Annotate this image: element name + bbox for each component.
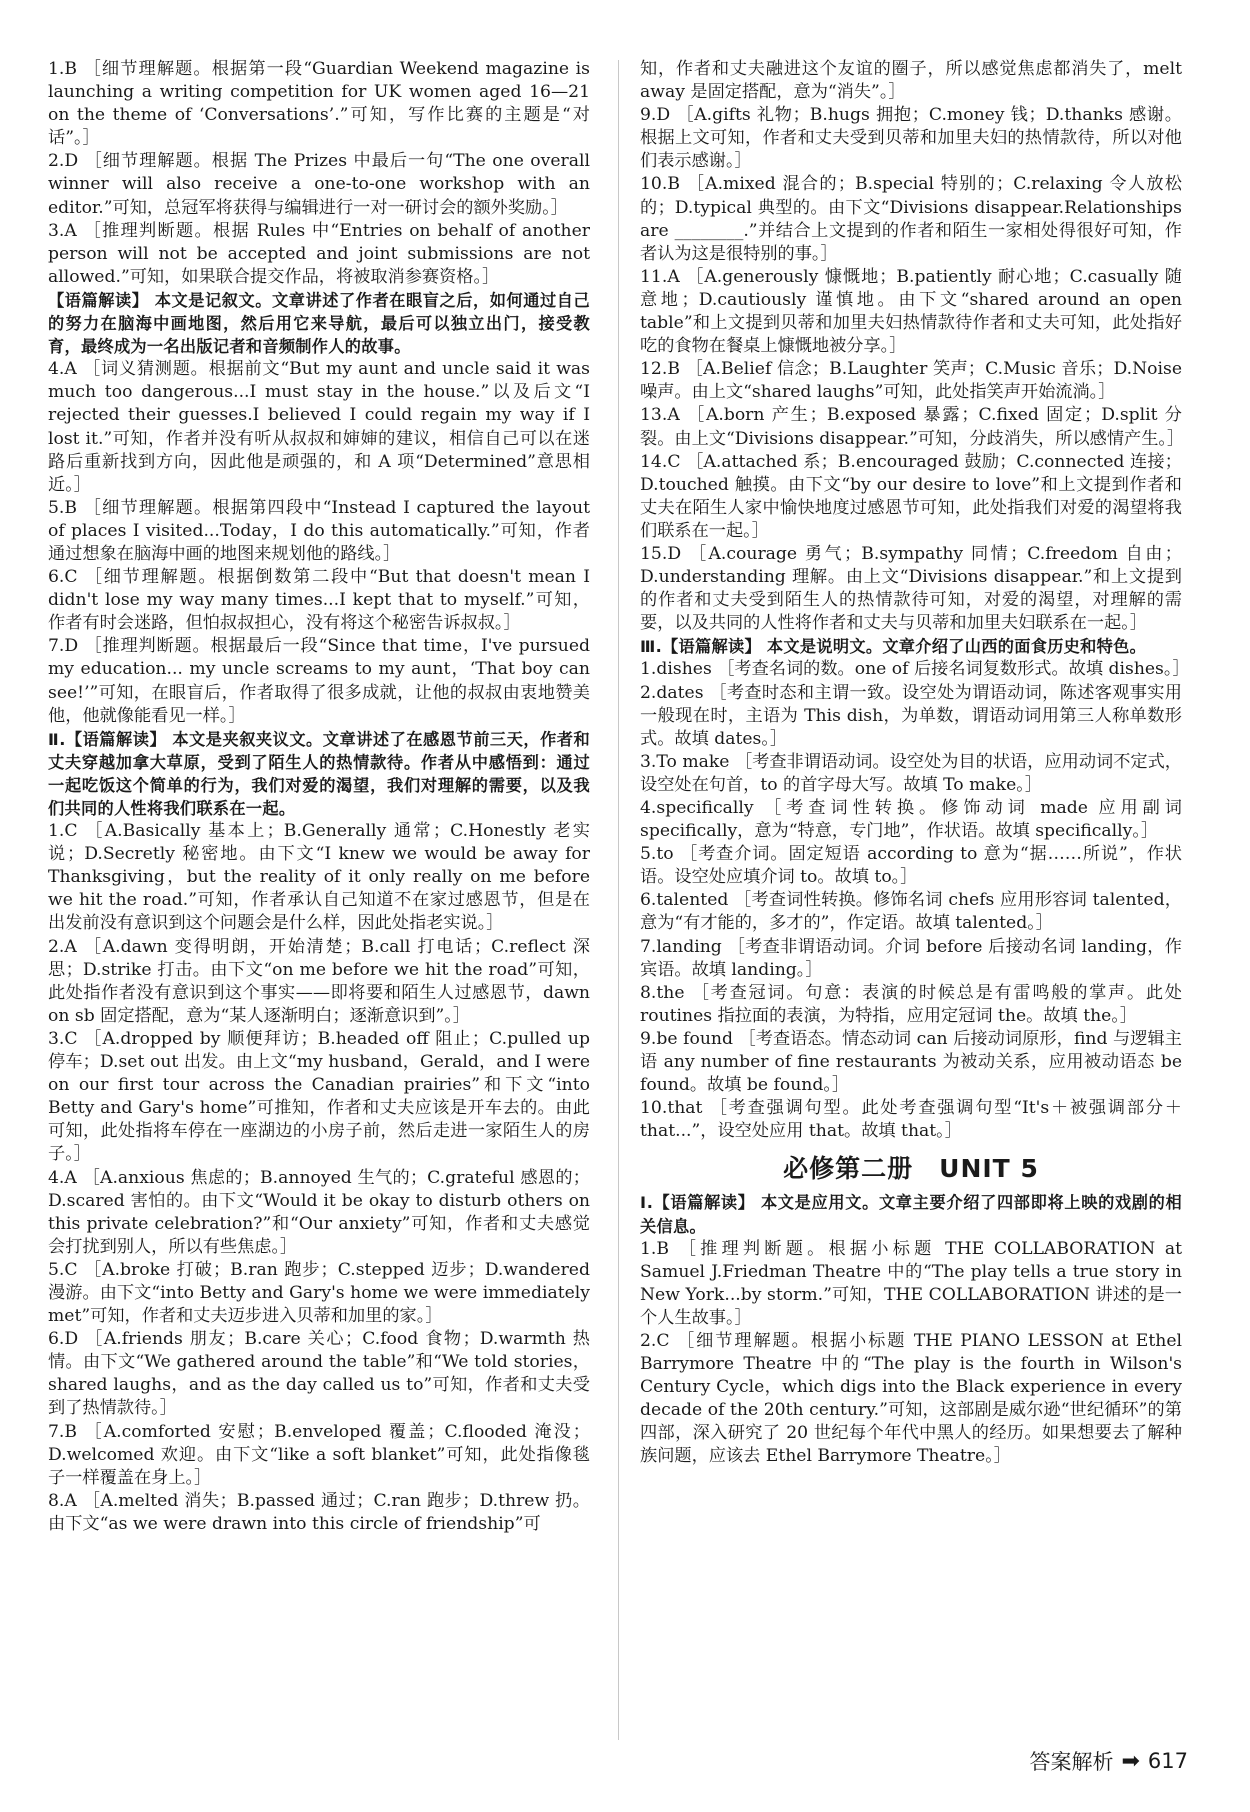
answer-item: 1.B ［细节理解题。根据第一段“Guardian Weekend magazine is launching a writing competition for UK women aged 16—21 on the theme of ‘Conversations’.”可知，写作比赛的主题是“对话”。］ [48,59,590,149]
passage-summary: Ⅰ.【语篇解读】 本文是应用文。文章主要介绍了四部即将上映的戏剧的相关信息。 [640,1193,1182,1236]
answer-item: 6.talented ［考查词性转换。修饰名词 chefs 应用形容词 talented，意为“有才能的，多才的”，作定语。故填 talented。］ [640,890,1182,934]
answer-item: 2.dates ［考查时态和主谓一致。设空处为谓语动词，陈述客观事实用一般现在时，主语为 This dish，为单数，谓语动词用第三人称单数形式。故填 dates。］ [640,682,1182,749]
answer-item: 7.landing ［考查非谓语动词。介词 before 后接动名词 landing，作宾语。故填 landing。］ [640,936,1182,980]
right-column [640,58,1190,1469]
answer-item: 5.C ［A.broke 打破；B.ran 跑步；C.stepped 迈步；D.wandered 漫游。由下文“into Betty and Gary's home we were immediately met”可知，作者和丈夫迈步进入贝蒂和加里的家。］ [48,1259,590,1327]
answer-item: 7.B ［A.comforted 安慰；B.enveloped 覆盖；C.flooded 淹没；D.welcomed 欢迎。由下文“like a soft blanket”可知，此处指像毯子一样覆盖在身上。］ [48,1421,590,1488]
answer-item: 2.A ［A.dawn 变得明朗，开始清楚；B.call 打电话；C.reflect 深思；D.strike 打击。由下文“on me before we hit the road”可知，此处指作者没有意识到这个事实——即将要和陌生人过感恩节，dawn on sb 固定搭配，意为“某人逐渐明白；逐渐意识到”。］ [48,936,590,1026]
answer-item: 3.C ［A.dropped by 顺便拜访；B.headed off 阻止；C.pulled up 停车；D.set out 出发。由上文“my husband，Gerald，and I were on our first tour across the Canadian prairies”和下文“into Betty and Gary's home”可推知，作者和丈夫应该是开车去的。由此可知，此处指将车停在一座湖边的小房子前，然后走进一家陌生人的房子。］ [48,1028,590,1165]
page-footer [1029,1746,1188,1776]
answer-item: 4.A ［词义猜测题。根据前文“But my aunt and uncle said it was much too dangerous...I must stay in the house.”以及后文“I rejected their guesses.I believed I could regain my way if I lost it.”可知，作者并没有听从叔叔和婶婶的建议，相信自己可以在迷路后重新找到方向，因此他是顽强的，和 A 项“Determined”意思相近。］ [48,359,590,495]
answer-item: 10.that ［考查强调句型。此处考查强调句型“It's＋被强调部分＋that...”，设空处应用 that。故填 that。］ [640,1098,1182,1142]
answer-item: 1.dishes ［考查名词的数。one of 后接名词复数形式。故填 dishes。］ [640,659,1190,680]
answer-item: 9.D ［A.gifts 礼物；B.hugs 拥抱；C.money 钱；D.thanks 感谢。根据上文可知，作者和丈夫受到贝蒂和加里夫妇的热情款待，所以对他们表示感谢。］ [640,105,1182,172]
answer-item: 9.be found ［考查语态。情态动词 can 后接动词原形，find 与逻辑主语 any number of fine restaurants 为被动关系，应用被动语态 be found。故填 be found。］ [640,1028,1182,1096]
answer-item: 6.D ［A.friends 朋友；B.care 关心；C.food 食物；D.warmth 热情。由下文“We gathered around the table”和“We told stories，shared laughs，and as the day called us to”可知，作者和丈夫受到了热情款待。］ [48,1329,590,1419]
answer-item: 13.A ［A.born 产生；B.exposed 暴露；C.fixed 固定；D.split 分裂。由上文“Divisions disappear.”可知，分歧消失，所以感情产生。］ [640,405,1185,449]
answer-item: 10.B ［A.mixed 混合的；B.special 特别的；C.relaxing 令人放松的；D.typical 典型的。由下文“Divisions disappear.Relationships are ________.”并结合上文提到的作者和陌生一家相处得很好可知，作者认为这是很特别的事。］ [640,174,1182,264]
answer-item: 15.D ［A.courage 勇气；B.sympathy 同情；C.freedom 自由；D.understanding 理解。由上文“Divisions disappear.”和上文提到的作者和丈夫受到陌生人的热情款待可知，对爱的渴望，对理解的需要，以及共同的人性将作者和丈夫与贝蒂和加里夫妇联系在一起。］ [640,543,1182,634]
answer-item: 2.C ［细节理解题。根据小标题 THE PIANO LESSON at Ethel Barrymore Theatre 中的“The play is the fourth in Wilson's Century Cycle，which digs into the Black experience in every decade of the 20th century.”可知，这部剧是威尔逊“世纪循环”的第四部，深入研究了 20 世纪每个年代中黑人的经历。如果想要去了解种族问题，应该去 Ethel Barrymore Theatre。］ [640,1330,1182,1467]
answer-item: 8.A ［A.melted 消失；B.passed 通过；C.ran 跑步；D.threw 扔。由下文“as we were drawn into this circle of friendship”可 [48,1490,590,1534]
page-number: 617 [1147,1749,1188,1773]
passage-summary: Ⅲ.【语篇解读】 本文是说明文。文章介绍了山西的面食历史和特色。 [640,637,1147,657]
answer-item: 3.To make ［考查非谓语动词。设空处为目的状语，应用动词不定式，设空处在句首，to 的首字母大写。故填 To make。］ [640,751,1182,795]
answer-item: 5.B ［细节理解题。根据第四段中“Instead I captured the layout of places I visited...Today，I do this automatically.”可知，作者通过想象在脑海中画的地图来规划他的路线。］ [48,497,590,564]
answer-item: 12.B ［A.Belief 信念；B.Laughter 笑声；C.Music 音乐；D.Noise 噪声。由上文“shared laughs”可知，此处指笑声开始流淌。］ [640,359,1182,403]
answer-item: 7.D ［推理判断题。根据最后一段“Since that time，I've pursued my education... my uncle screams to my aunt，‘That boy can see!’”可知，在眼盲后，作者取得了很多成就，让他的叔叔由衷地赞美他，他就像能看见一样。］ [48,636,590,726]
column-divider [618,60,619,1740]
answer-item: 6.C ［细节理解题。根据倒数第二段中“But that doesn't mean I didn't lose my way many times...I kept that to myself.”可知，作者有时会迷路，但怕叔叔担心，没有将这个秘密告诉叔叔。］ [48,567,590,634]
answer-continuation: 知，作者和丈夫融进这个友谊的圈子，所以感觉焦虑都消失了，melt away 是固定搭配，意为“消失”。］ [640,59,1182,103]
answer-item: 3.A ［推理判断题。根据 Rules 中“Entries on behalf of another person will not be accepted and joint submissions are not allowed.”可知，如果联合提交作品，将被取消参赛资格。］ [48,220,590,287]
answer-item: 4.specifically ［考查词性转换。修饰动词 made 应用副词 specifically，意为“特意，专门地”，作状语。故填 specifically。］ [640,798,1182,842]
answer-item: 4.A ［A.anxious 焦虑的；B.annoyed 生气的；C.grateful 感恩的；D.scared 害怕的。由下文“Would it be okay to disturb others on this private celebration?”和“Our anxiety”可知，作者和丈夫感觉会打扰到别人，所以有些焦虑。］ [48,1167,590,1257]
answer-item: 11.A ［A.generously 慷慨地；B.patiently 耐心地；C.casually 随意地；D.cautiously 谨慎地。由下文“shared around an open table”和上文提到贝蒂和加里夫妇热情款待作者和丈夫可知，此处指好吃的食物在餐桌上慷慨地被分享。］ [640,266,1182,357]
passage-summary: Ⅱ.【语篇解读】 本文是夹叙夹议文。文章讲述了在感恩节前三天，作者和丈夫穿越加拿大草原，受到了陌生人的热情款待。作者从中感悟到：通过一起吃饭这个简单的行为，我们对爱的渴望，我们对理解的需要，以及我们共同的人性将我们联系在一起。 [48,729,590,818]
answer-item: 1.C ［A.Basically 基本上；B.Generally 通常；C.Honestly 老实说；D.Secretly 秘密地。由下文“I knew we would be away for Thanksgiving，but the reality of it only really on me before we hit the road.”可知，作者承认自己知道不在家过感恩节，但是在出发前没有意识到这个问题会是什么样，因此处指老实说。］ [48,821,590,934]
answer-item: 14.C ［A.attached 系；B.encouraged 鼓励；C.connected 连接；D.touched 触摸。由下文“by our desire to love”和上文提到作者和丈夫在陌生人家中愉快地度过感恩节可知，此处指我们对爱的渴望将我们联系在一起。］ [640,451,1182,541]
answer-item: 1.B ［推理判断题。根据小标题 THE COLLABORATION at Samuel J.Friedman Theatre 中的“The play tells a true story in New York...by storm.”可知，THE COLLABORATION 讲述的是一个人生故事。］ [640,1238,1182,1328]
arrow-right-icon: ➡ [1121,1748,1140,1774]
passage-summary: 【语篇解读】 本文是记叙文。文章讲述了作者在眼盲之后，如何通过自己的努力在脑海中画地图，然后用它来导航，最后可以独立出门，接受教育，最终成为一名出版记者和音频制作人的故事。 [48,290,590,357]
left-column [48,58,590,1536]
answer-item: 8.the ［考查冠词。句意：表演的时候总是有雷鸣般的掌声。此处 routines 指拉面的表演，为特指，应用定冠词 the。故填 the。］ [640,982,1182,1026]
answer-item: 5.to ［考查介词。固定短语 according to 意为“据……所说”，作状语。设空处应填介词 to。故填 to。］ [640,844,1182,888]
answer-item: 2.D ［细节理解题。根据 The Prizes 中最后一句“The one overall winner will also receive a one-to-one workshop with an editor.”可知，总冠军将获得与编辑进行一对一研讨会的额外奖励。］ [48,151,590,218]
footer-label: 答案解析 [1029,1750,1114,1774]
section-title: 必修第二册 UNIT 5 [783,1154,1039,1184]
